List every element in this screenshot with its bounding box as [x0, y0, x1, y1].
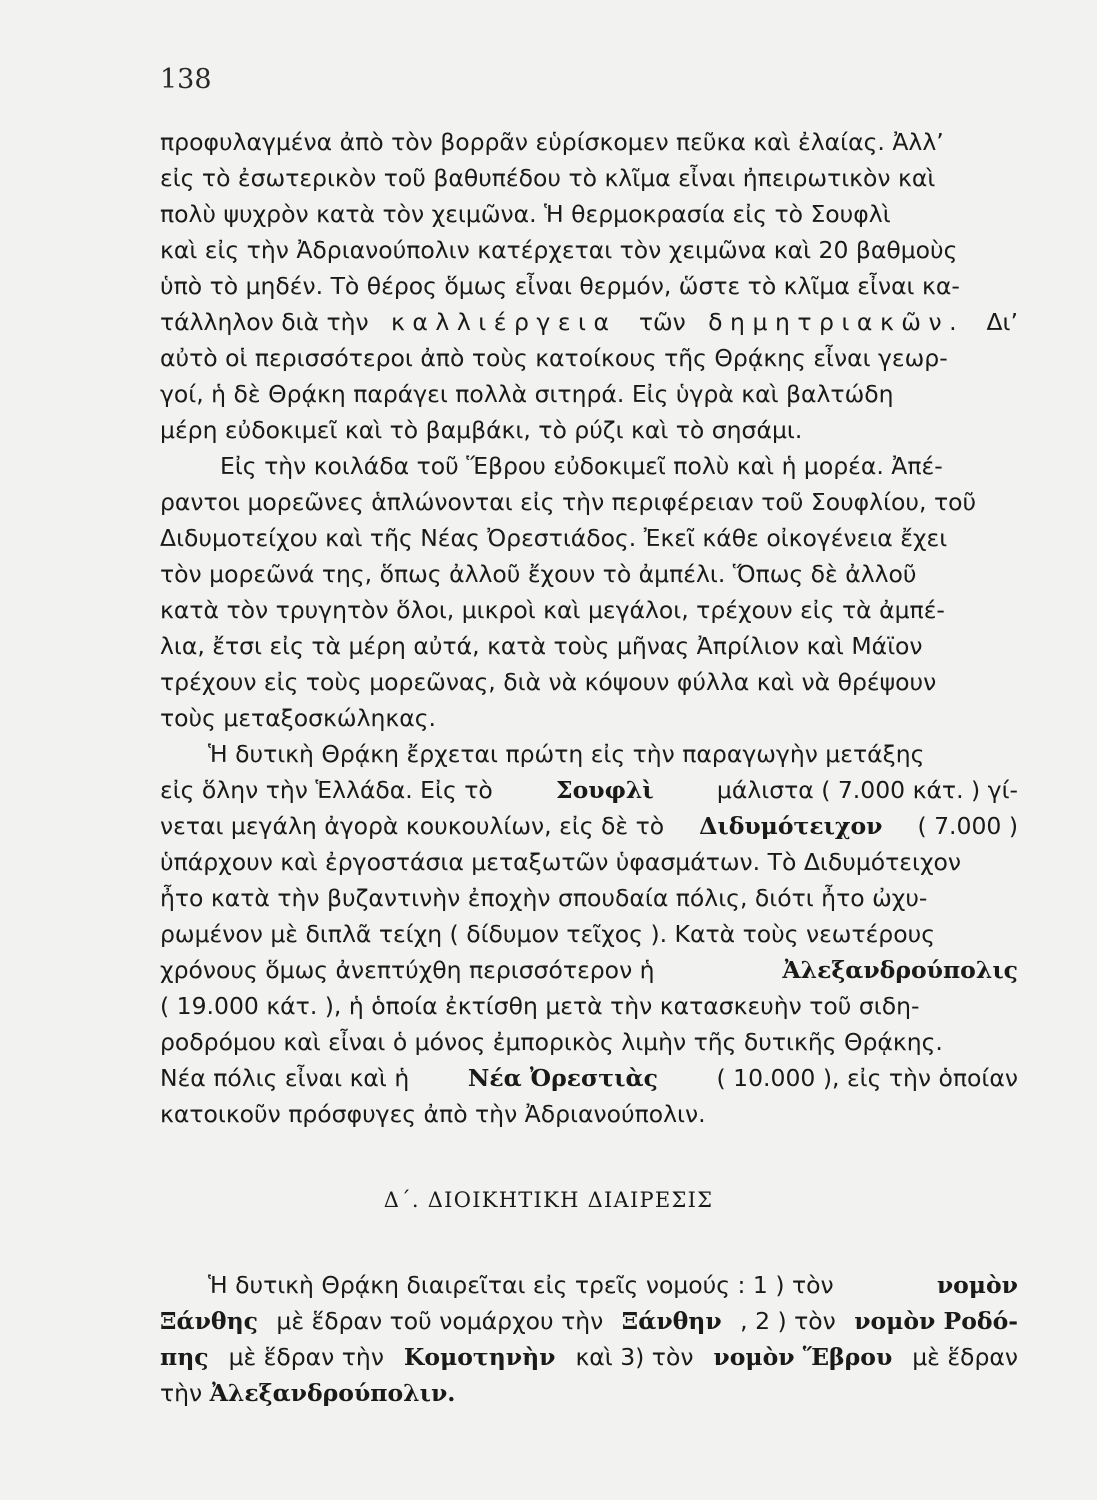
- bold-place-name: Ἀλεξανδρούπολις: [782, 956, 1018, 984]
- bold-place-name: Διδυμότειχον: [699, 812, 883, 840]
- bold-term: Ξάνθην: [621, 1307, 722, 1335]
- text-segment: ρωμένον μὲ διπλᾶ τείχη ( δίδυμον τεῖχος ). Κατὰ τοὺς νεωτέρους: [160, 920, 935, 948]
- text-line: [160, 919, 1018, 949]
- text-segment: ραντοι μορεῶνες ἁπλώνονται εἰς τὴν περιφέρειαν τοῦ Σουφλίου, τοῦ: [160, 488, 977, 516]
- text-line: [160, 1027, 1018, 1057]
- text-segment: τὸν μορεῶνά της, ὅπως ἀλλοῦ ἔχουν τὸ ἀμπέλι. Ὅπως δὲ ἀλλοῦ: [160, 560, 917, 588]
- text-line: [160, 199, 1018, 229]
- text-segment: τάλληλον διὰ τὴν: [160, 308, 369, 336]
- text-segment: .: [447, 1379, 456, 1407]
- text-line: [160, 703, 1018, 733]
- text-segment: αὐτὸ οἱ περισσότεροι ἀπὸ τοὺς κατοίκους τῆς Θρᾴκης εἶναι γεωρ-: [160, 344, 948, 372]
- text-line: [160, 775, 1018, 805]
- text-segment: τρέχουν εἰς τοὺς μορεῶνας, διὰ νὰ κόψουν φύλλα καὶ νὰ θρέψουν: [160, 668, 937, 696]
- text-segment: Νέα πόλις εἶναι καὶ ἡ: [160, 1064, 410, 1092]
- text-segment: κατὰ τὸν τρυγητὸν ὅλοι, μικροὶ καὶ μεγάλοι, τρέχουν εἰς τὰ ἀμπέ-: [160, 596, 945, 624]
- text-line: [160, 1063, 1018, 1093]
- bold-term: νομὸν: [936, 1271, 1018, 1299]
- bold-term: Ἀλεξανδρούπολιν: [209, 1379, 448, 1407]
- spaced-text: δημητριακῶν.: [708, 308, 965, 336]
- text-segment: καὶ 3) τὸν: [575, 1343, 694, 1371]
- bold-term: νομὸν Ἕβρου: [713, 1343, 893, 1371]
- text-line: [208, 1270, 1018, 1300]
- text-segment: κατοικοῦν πρόσφυγες ἀπὸ τὴν Ἀδριανούπολιν.: [160, 1100, 706, 1128]
- text-segment: γοί, ἡ δὲ Θρᾴκη παράγει πολλὰ σιτηρά. Εἰς ὑγρὰ καὶ βαλτώδη: [160, 380, 894, 408]
- text-line: [160, 127, 1018, 157]
- bold-term: νομὸν Ροδό-: [854, 1307, 1018, 1335]
- text-segment: καὶ εἰς τὴν Ἀδριανούπολιν κατέρχεται τὸν χειμῶνα καὶ 20 βαθμοὺς: [160, 236, 958, 264]
- text-segment: Ἡ δυτικὴ Θρᾴκη διαιρεῖται εἰς τρεῖς νομούς : 1 ) τὸν: [208, 1271, 834, 1299]
- text-segment: , 2 ) τὸν: [740, 1307, 836, 1335]
- text-segment: ἦτο κατὰ τὴν βυζαντινὴν ἐποχὴν σπουδαία πόλις, διότι ἦτο ὠχυ-: [160, 884, 928, 912]
- text-segment: τῶν: [638, 308, 686, 336]
- text-line: [160, 1306, 1018, 1336]
- text-line: [160, 883, 1018, 913]
- bold-term: πης: [160, 1343, 209, 1371]
- text-line: [160, 235, 1018, 265]
- section-heading: Δ΄. ΔΙΟΙΚΗΤΙΚΗ ΔΙΑΙΡΕΣΙΣ: [383, 1188, 714, 1212]
- text-line: [160, 595, 1018, 625]
- text-segment: Εἰς τὴν κοιλάδα τοῦ Ἕβρου εὐδοκιμεῖ πολὺ καὶ ἡ μορέα. Ἀπέ-: [220, 452, 943, 480]
- text-line: [160, 811, 1018, 841]
- text-segment: μάλιστα ( 7.000 κάτ. ) γί-: [716, 776, 1018, 804]
- text-segment: Δι’: [986, 308, 1018, 336]
- text-line: [160, 523, 1018, 553]
- text-segment: μὲ ἕδραν: [912, 1343, 1018, 1371]
- text-line: [160, 1099, 1018, 1129]
- text-segment: Ἡ δυτικὴ Θρᾴκη ἔρχεται πρώτη εἰς τὴν παραγωγὴν μετάξης: [208, 740, 925, 768]
- text-line: [160, 163, 1018, 193]
- text-segment: προφυλαγμένα ἀπὸ τὸν βορρᾶν εὑρίσκομεν πεῦκα καὶ ἐλαίας. Ἀλλ’: [160, 128, 944, 156]
- text-segment: εἰς ὅλην τὴν Ἑλλάδα. Εἰς τὸ: [160, 776, 493, 804]
- text-segment: μέρη εὐδοκιμεῖ καὶ τὸ βαμβάκι, τὸ ρύζι καὶ τὸ σησάμι.: [160, 416, 803, 444]
- text-line: [160, 487, 1018, 517]
- text-segment: Διδυμοτείχου καὶ τῆς Νέας Ὀρεστιάδος. Ἐκεῖ κάθε οἰκογένεια ἔχει: [160, 524, 948, 552]
- bold-term: Κομοτηνὴν: [403, 1343, 556, 1371]
- text-segment: ὑπὸ τὸ μηδέν. Τὸ θέρος ὅμως εἶναι θερμόν, ὥστε τὸ κλῖμα εἶναι κα-: [160, 272, 960, 300]
- text-segment: τοὺς μεταξοσκώληκας.: [160, 704, 436, 732]
- text-line: [160, 667, 1018, 697]
- bold-place-name: Νέα Ὀρεστιὰς: [467, 1064, 658, 1092]
- text-segment: τὴν: [160, 1379, 203, 1407]
- text-segment: νεται μεγάλη ἀγορὰ κουκουλίων, εἰς δὲ τὸ: [160, 812, 665, 840]
- text-line: [160, 1342, 1018, 1372]
- bold-place-name: Σουφλὶ: [555, 776, 654, 804]
- page-number: 138: [160, 64, 212, 95]
- text-line: [160, 271, 1018, 301]
- text-line: [160, 631, 1018, 661]
- text-segment: χρόνους ὅμως ἀνεπτύχθη περισσότερον ἡ: [160, 956, 655, 984]
- text-line: [160, 379, 1018, 409]
- text-segment: ( 19.000 κάτ. ), ἡ ὁποία ἐκτίσθη μετὰ τὴν κατασκευὴν τοῦ σιδη-: [160, 992, 920, 1020]
- text-line: [208, 739, 1018, 769]
- text-line: [160, 343, 1018, 373]
- text-line: [160, 307, 1018, 337]
- text-segment: εἰς τὸ ἐσωτερικὸν τοῦ βαθυπέδου τὸ κλῖμα εἶναι ἠπειρωτικὸν καὶ: [160, 164, 936, 192]
- text-line: [160, 955, 1018, 985]
- text-line: [160, 559, 1018, 589]
- text-segment: ὑπάρχουν καὶ ἐργοστάσια μεταξωτῶν ὑφασμάτων. Τὸ Διδυμότειχον: [160, 848, 962, 876]
- text-line: [160, 415, 1018, 445]
- text-line: [220, 451, 1018, 481]
- text-segment: μὲ ἕδραν τὴν: [228, 1343, 384, 1371]
- text-line: [160, 991, 1018, 1021]
- text-segment: ( 10.000 ), εἰς τὴν ὁποίαν: [716, 1064, 1018, 1092]
- text-segment: ( 7.000 ): [917, 812, 1018, 840]
- text-segment: πολὺ ψυχρὸν κατὰ τὸν χειμῶνα. Ἡ θερμοκρασία εἰς τὸ Σουφλὶ: [160, 200, 891, 228]
- spaced-text: καλλιέργεια: [391, 308, 617, 336]
- text-segment: μὲ ἕδραν τοῦ νομάρχου τὴν: [276, 1307, 604, 1335]
- text-line: [160, 1378, 1018, 1408]
- text-segment: ροδρόμου καὶ εἶναι ὁ μόνος ἐμπορικὸς λιμὴν τῆς δυτικῆς Θρᾴκης.: [160, 1028, 943, 1056]
- text-segment: λια, ἔτσι εἰς τὰ μέρη αὐτά, κατὰ τοὺς μῆνας Ἀπρίλιον καὶ Μάϊον: [160, 632, 923, 660]
- text-line: [160, 847, 1018, 877]
- bold-term: Ξάνθης: [160, 1307, 258, 1335]
